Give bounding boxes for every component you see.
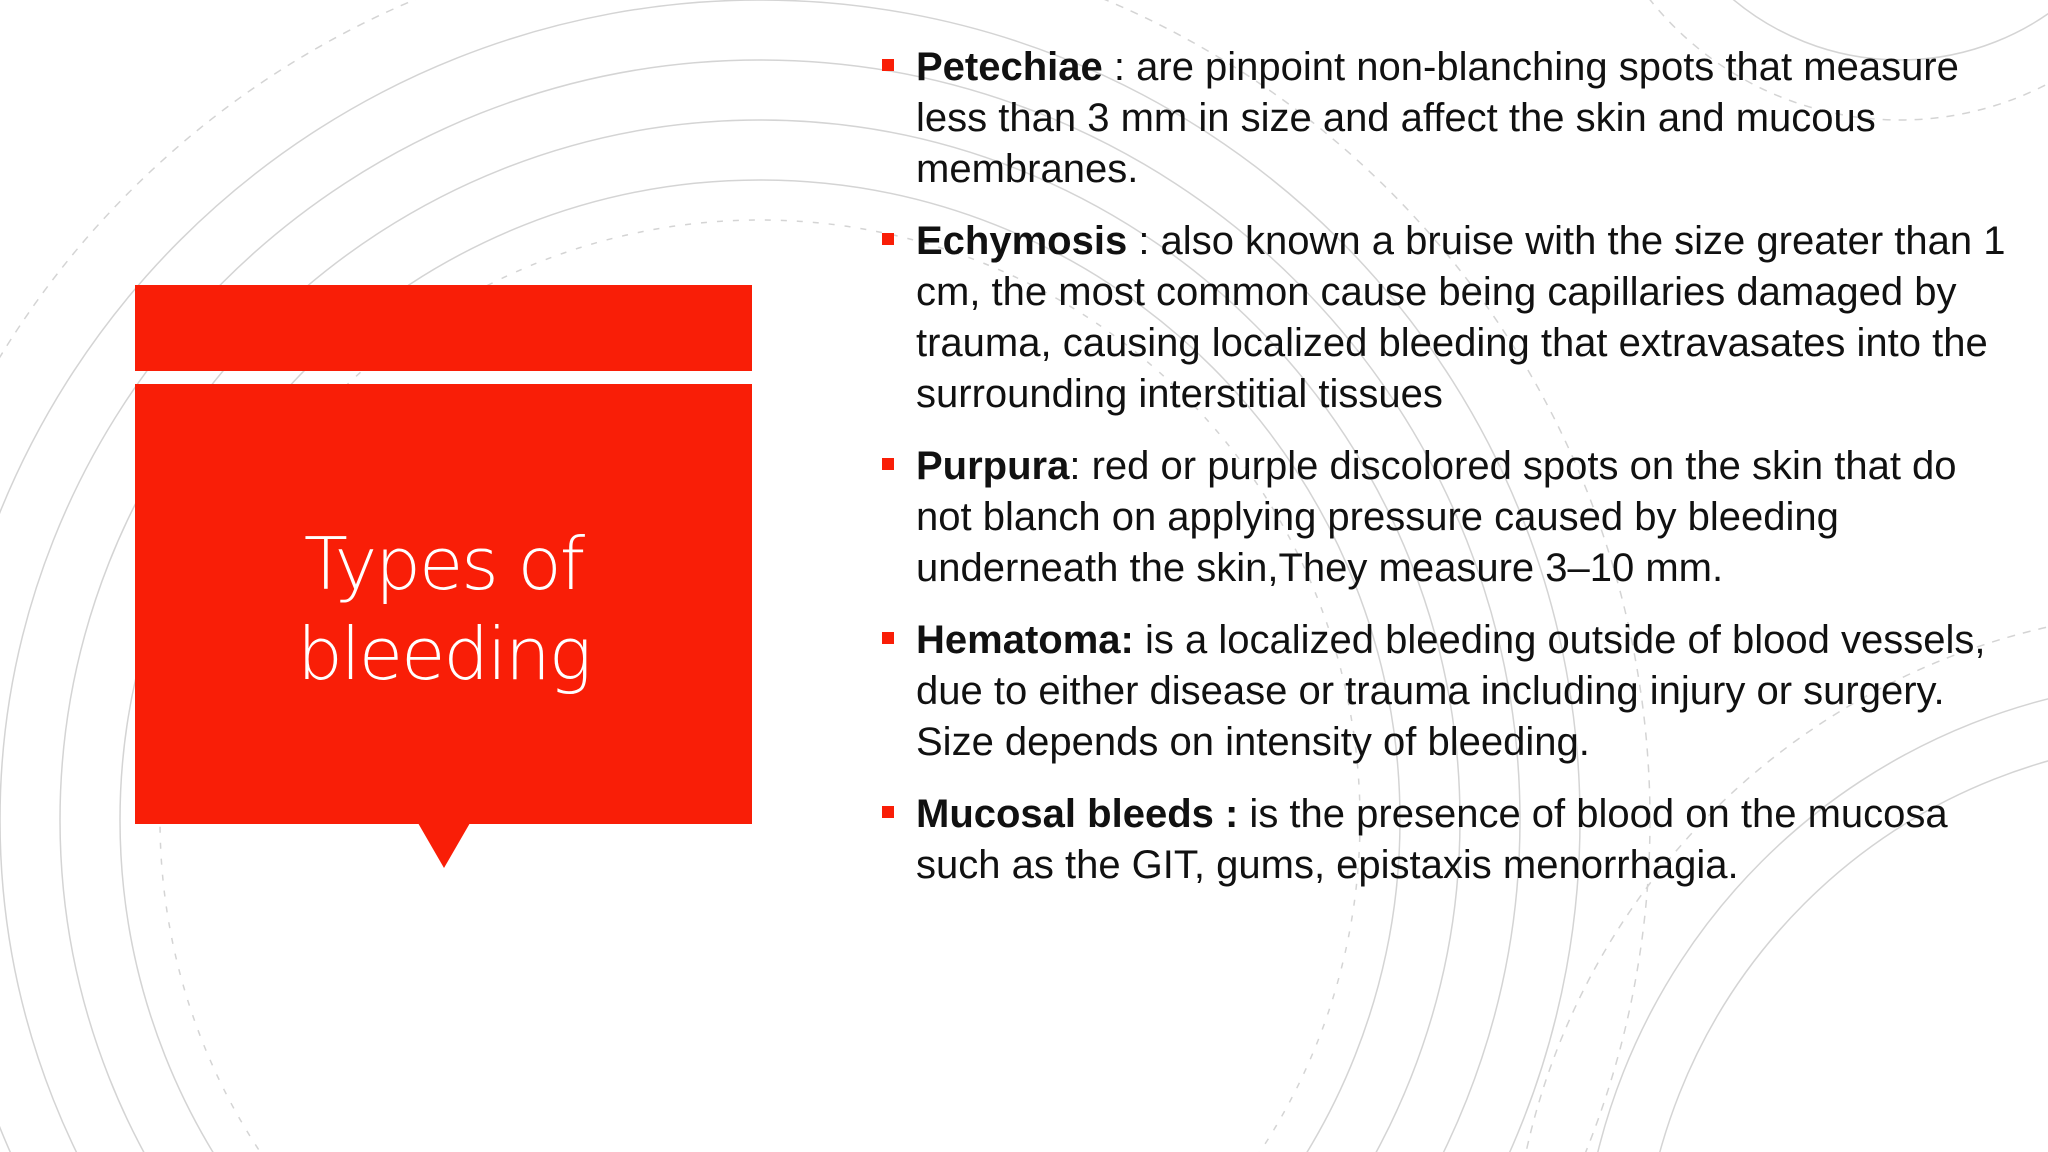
bullet-text: : red or purple discolored spots on the skin that do not blanch on applying pressure caused by bleeding underneath the skin,They measure 3–10 mm.	[916, 444, 1957, 590]
title-callout-pointer	[418, 823, 470, 868]
bullet-list	[878, 42, 2008, 912]
bullet-item-petechiae	[878, 42, 2008, 195]
slide-title-line-1: Types of	[303, 522, 584, 606]
bullet-item-hematoma	[878, 615, 2008, 768]
bullet-text: : also known a bruise with the size greater than 1 cm, the most common cause being capillaries damaged by trauma, causing localized bleeding that extravasates into the surrounding interstitial tissues	[916, 219, 2006, 416]
slide-title	[297, 519, 590, 699]
bullet-text: is a localized bleeding outside of blood vessels, due to either disease or trauma including injury or surgery. Size depends on intensity of bleeding.	[916, 618, 1986, 764]
bullet-item-mucosal-bleeds	[878, 789, 2008, 891]
bullet-text: is the presence of blood on the mucosa such as the GIT, gums, epistaxis menorrhagia.	[916, 792, 1948, 887]
square-bullet-icon	[882, 632, 894, 644]
slide-title-line-2: bleeding	[297, 612, 590, 696]
bullet-text: : are pinpoint non-blanching spots that measure less than 3 mm in size and affect the skin and mucous membranes.	[916, 45, 1959, 191]
title-box	[135, 384, 752, 824]
bullet-term: Mucosal bleeds :	[916, 792, 1239, 836]
square-bullet-icon	[882, 458, 894, 470]
bullet-term: Purpura	[916, 444, 1070, 488]
bullet-term: Hematoma:	[916, 618, 1134, 662]
bullet-term: Petechiae	[916, 45, 1103, 89]
title-accent-strip	[135, 285, 752, 371]
square-bullet-icon	[882, 233, 894, 245]
bullet-item-purpura	[878, 441, 2008, 594]
square-bullet-icon	[882, 59, 894, 71]
bullet-term: Echymosis	[916, 219, 1128, 263]
bullet-item-echymosis	[878, 216, 2008, 420]
square-bullet-icon	[882, 806, 894, 818]
